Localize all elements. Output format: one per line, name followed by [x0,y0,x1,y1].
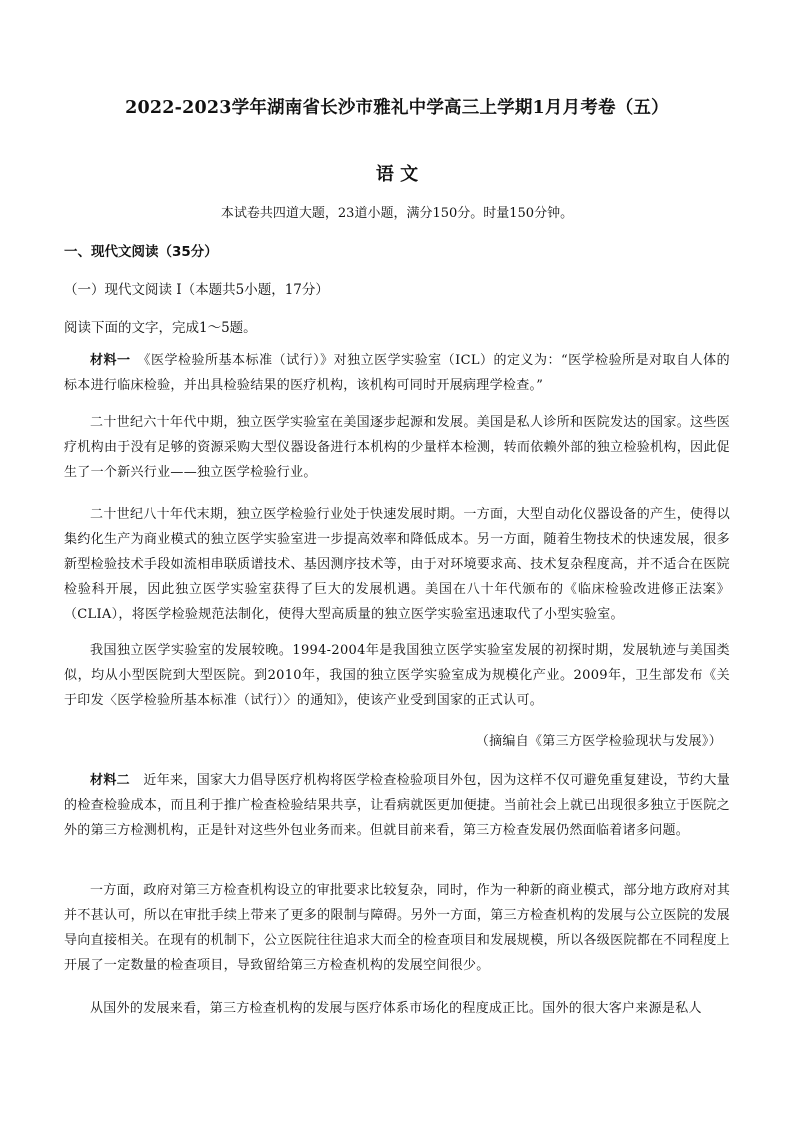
exam-title: 2022-2023学年湖南省长沙市雅礼中学高三上学期1月月考卷（五） [125,98,669,118]
material1-p1-text: 《医学检验所基本标准（试行）》对独立医学实验室（ICL）的定义为：“医学检验所是对取自人体的标本进行临床检验，并出具检验结果的医疗机构，该机构可同时开展病理学检查。” [64,353,730,393]
material2-paragraph-3: 从国外的发展来看，第三方检查机构的发展与医疗体系市场化的程度成正比。国外的很大客户来源是私人 [90,1001,702,1016]
material2-paragraph-2: 一方面，政府对第三方检查机构设立的审批要求比较复杂，同时，作为一种新的商业模式，部分地方政府对其并不甚认可，所以在审批手续上带来了更多的限制与障碍。另外一方面，第三方检查机构的发展与公立医院的发展导向直接相关。在现有的机制下，公立医院往往追求大而全的检查项目和发展规模，所以各级医院都在不同程度上开展了一定数量的检查项目，导致留给第三方检查机构的发展空间很少。 [64,883,730,973]
material1-paragraph-3: 二十世纪八十年代末期，独立医学检验行业处于快速发展时期。一方面，大型自动化仪器设备的产生，使得以集约化生产为商业模式的独立医学实验室进一步提高效率和降低成本。另一方面，随着生物技术的快速发展，很多新型检验技术手段如流相串联质谱技术、基因测序技术等，由于对环境要求高、技术复杂程度高，并不适合在医院检验科开展，因此独立医学实验室获得了巨大的发展机遇。美国在八十年代颁布的《临床检验改进修正法案》（CLIA），将医学检验规范法制化，使得大型高质量的独立医学实验室迅速取代了小型实验室。 [64,507,730,622]
material2-paragraph-1 [64,768,730,843]
material1-paragraph-4: 我国独立医学实验室的发展较晚。1994-2004年是我国独立医学实验室发展的初探时期，发展轨迹与美国类似，均从小型医院到大型医院。到2010年，我国的独立医学实验室成为规模化产业。2009年，卫生部发布《关于印发〈医学检验所基本标准（试行）〉的通知》，使该产业受到国家的正式认可。 [64,643,730,708]
subject-heading: 语 文 [375,164,419,185]
material1-paragraph-2: 二十世纪六十年代中期，独立医学实验室在美国逐步起源和发展。美国是私人诊所和医院发达的国家。这些医疗机构由于没有足够的资源采购大型仪器设备进行本机构的少量样本检测，转而依赖外部的独立检验机构，因此促生了一个新兴行业——独立医学检验行业。 [64,415,730,480]
material1-paragraph-1 [64,348,730,398]
material1-label: 材料一 [90,353,131,368]
reading-instruction: 阅读下面的文字，完成1～5题。 [64,320,257,336]
section-heading: 一、现代文阅读（35分） [64,244,218,260]
material1-source: （摘编自《第三方医学检验现状与发展》） [475,734,722,749]
subsection-heading: （一）现代文阅读 I（本题共5小题，17分） [64,282,329,298]
material2-p1-text: 近年来，国家大力倡导医疗机构将医学检查检验项目外包，因为这样不仅可避免重复建设，节约大量的检查检验成本，而且利于推广检查检验结果共享，让看病就医更加便捷。当前社会上就已出现很多独立于医院之外的第三方检测机构，正是针对这些外包业务而来。但就目前来看，第三方检查发展仍然面临着诸多问题。 [64,773,731,838]
exam-note: 本试卷共四道大题，23道小题，满分150分。时量150分钟。 [220,206,574,221]
material2-label: 材料二 [90,773,131,788]
